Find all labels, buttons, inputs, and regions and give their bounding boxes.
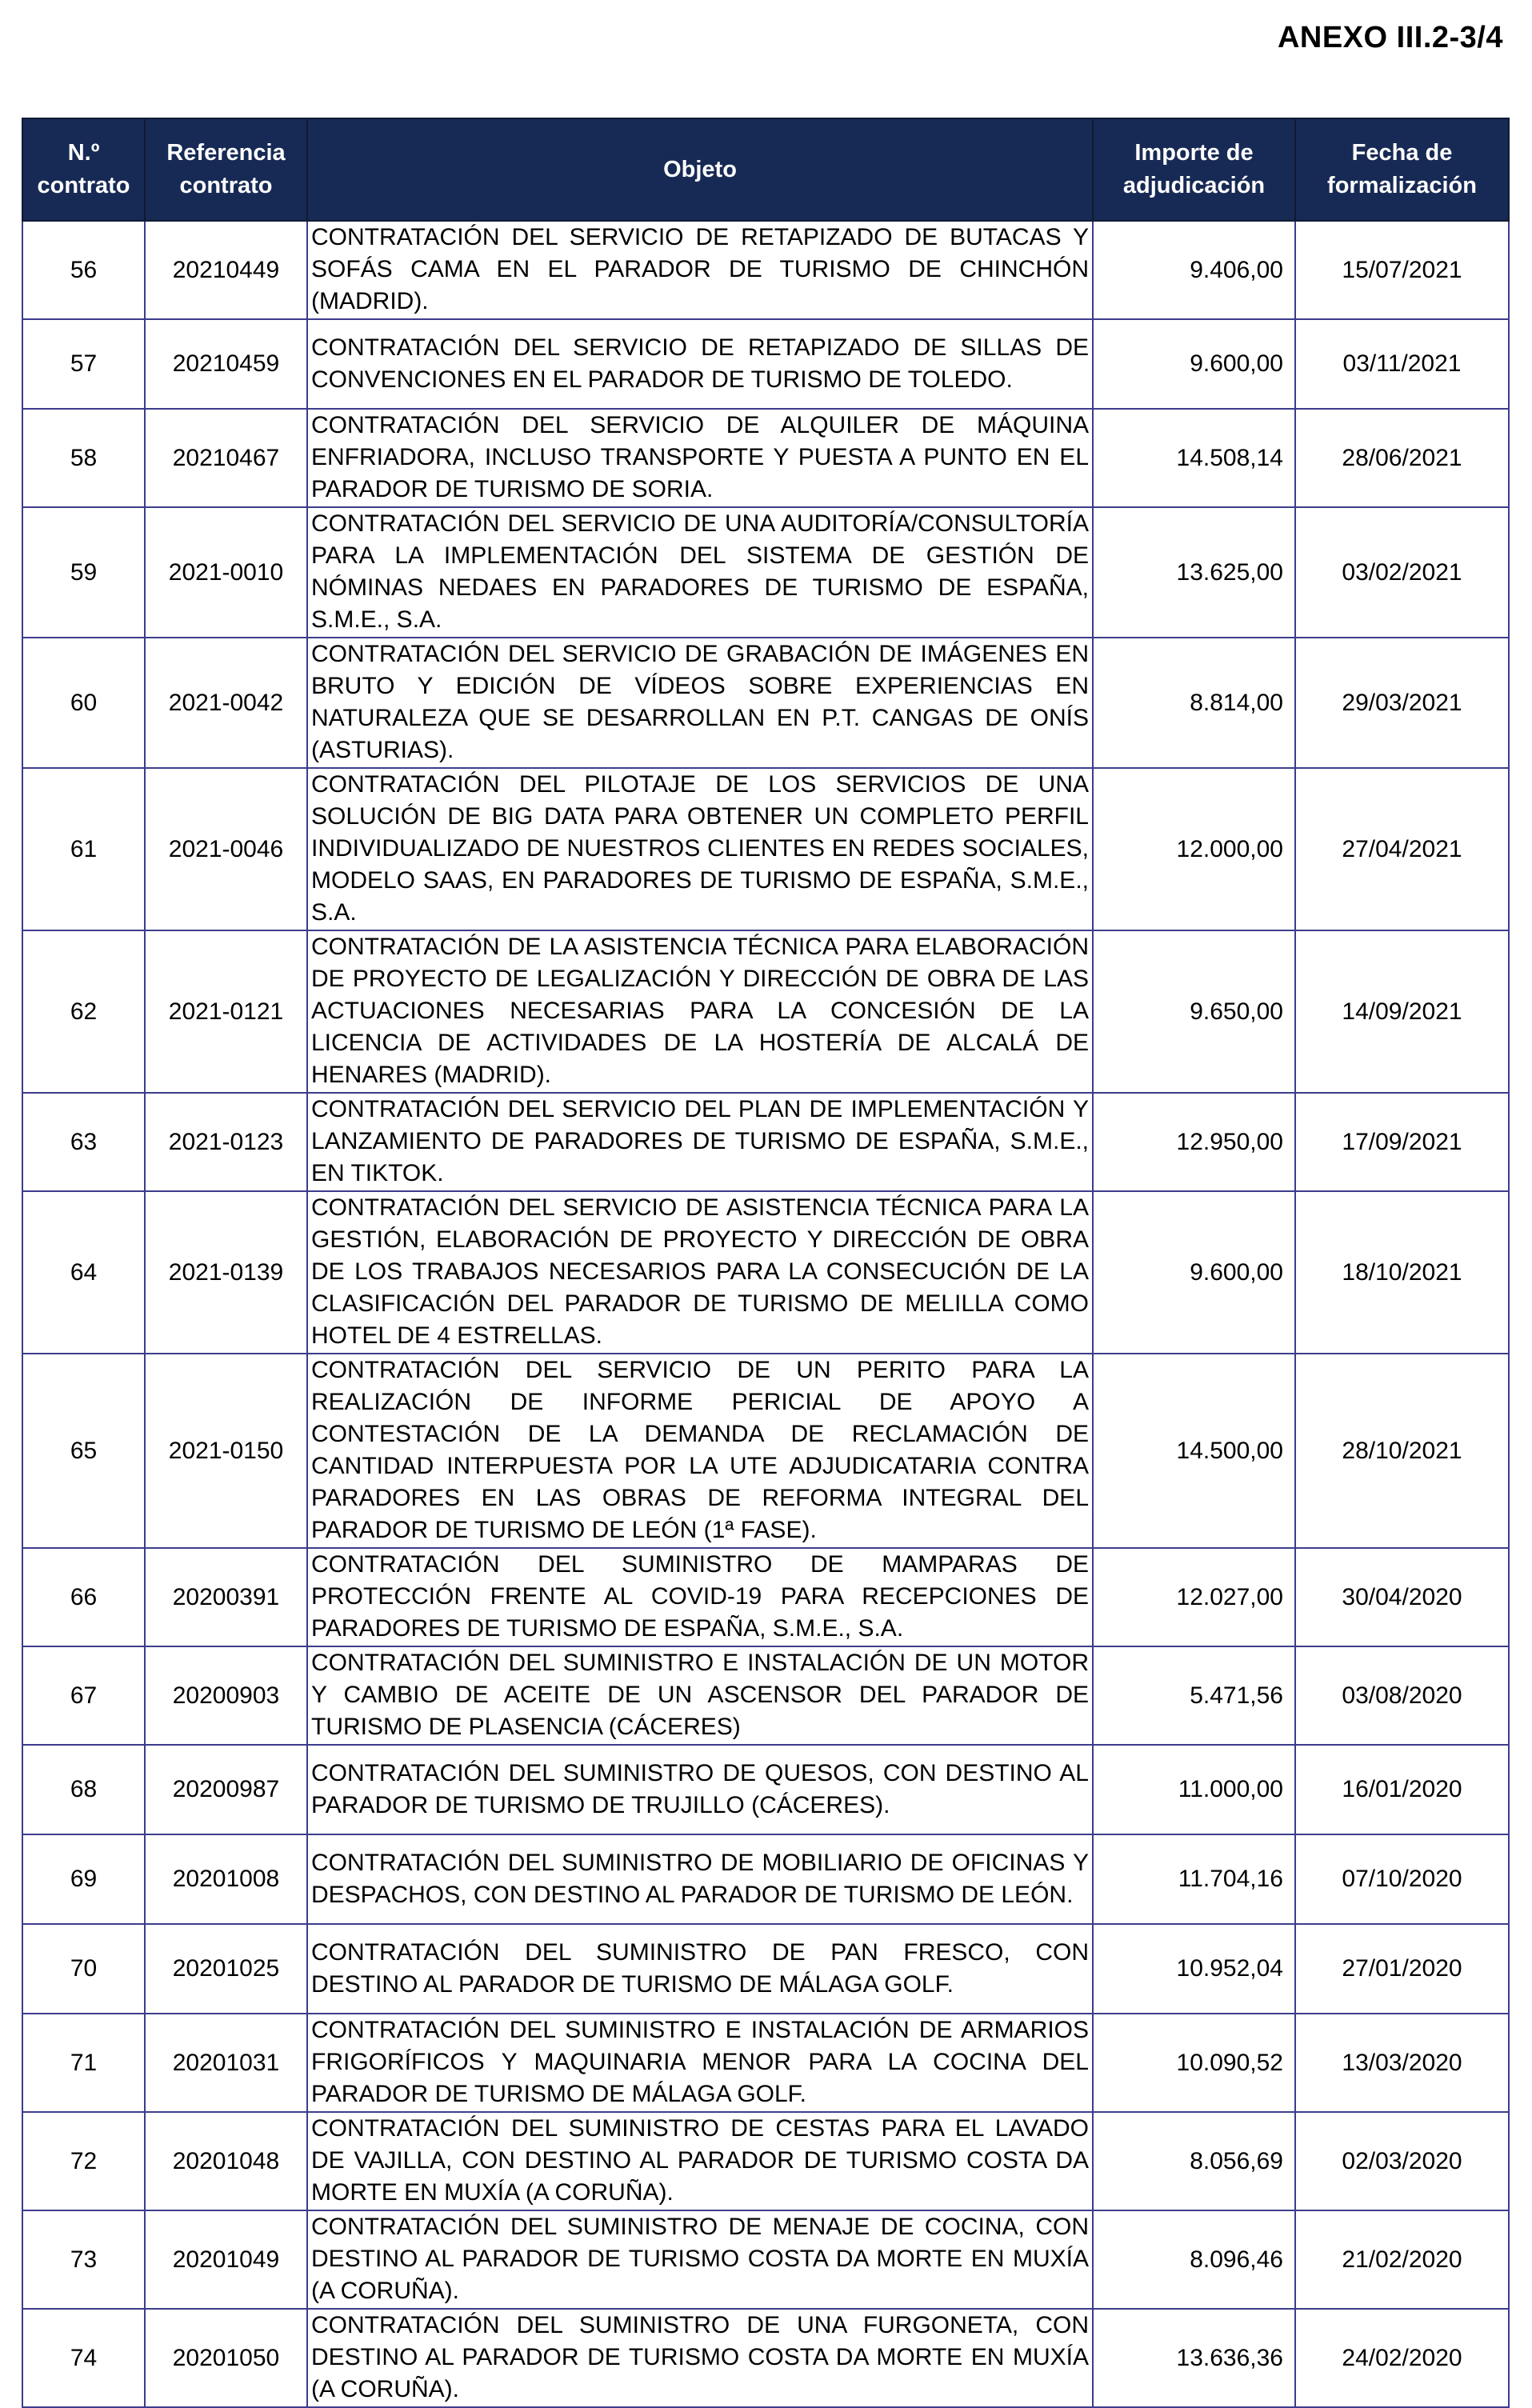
header-obj: Objeto (307, 118, 1093, 221)
contract-object: CONTRATACIÓN DEL SUMINISTRO DE MOBILIARIO DE OFICINAS Y DESPACHOS, CON DESTINO AL PARADOR DE TURISMO DE LEÓN. (307, 1834, 1093, 1924)
formalization-date: 27/01/2020 (1295, 1924, 1509, 2014)
award-amount: 12.027,00 (1093, 1548, 1295, 1646)
contract-number: 71 (22, 2014, 145, 2112)
award-amount: 14.500,00 (1093, 1354, 1295, 1548)
contract-reference: 20200391 (145, 1548, 307, 1646)
contract-object: CONTRATACIÓN DEL SERVICIO DE GRABACIÓN DE IMÁGENES EN BRUTO Y EDICIÓN DE VÍDEOS SOBRE EXPERIENCIAS EN NATURALEZA QUE SE DESARROLLAN EN P.T. CANGAS DE ONÍS (ASTURIAS). (307, 638, 1093, 768)
contract-number: 63 (22, 1093, 145, 1191)
contract-reference: 2021-0046 (145, 768, 307, 930)
contract-reference: 20201050 (145, 2309, 307, 2407)
table-row (22, 638, 1509, 768)
table-row (22, 1093, 1509, 1191)
award-amount: 9.600,00 (1093, 1191, 1295, 1354)
table-row (22, 1548, 1509, 1646)
contract-reference: 20201031 (145, 2014, 307, 2112)
award-amount: 11.000,00 (1093, 1745, 1295, 1834)
contract-number: 74 (22, 2309, 145, 2407)
contract-number: 72 (22, 2112, 145, 2210)
header-num: N.º contrato (22, 118, 145, 221)
formalization-date: 03/02/2021 (1295, 507, 1509, 638)
contract-object: CONTRATACIÓN DEL SUMINISTRO E INSTALACIÓN DE ARMARIOS FRIGORÍFICOS Y MAQUINARIA MENOR PARA LA COCINA DEL PARADOR DE TURISMO DE MÁLAGA GOLF. (307, 2014, 1093, 2112)
contract-number: 68 (22, 1745, 145, 1834)
contract-number: 59 (22, 507, 145, 638)
contract-number: 73 (22, 2210, 145, 2309)
contract-object: CONTRATACIÓN DEL PILOTAJE DE LOS SERVICIOS DE UNA SOLUCIÓN DE BIG DATA PARA OBTENER UN COMPLETO PERFIL INDIVIDUALIZADO DE NUESTROS CLIENTES EN REDES SOCIALES, MODELO SAAS, EN PARADORES DE TURISMO DE ESPAÑA, S.M.E., S.A. (307, 768, 1093, 930)
table-row (22, 1745, 1509, 1834)
formalization-date: 02/03/2020 (1295, 2112, 1509, 2210)
header-ref: Referencia contrato (145, 118, 307, 221)
formalization-date: 21/02/2020 (1295, 2210, 1509, 2309)
award-amount: 8.056,69 (1093, 2112, 1295, 2210)
award-amount: 8.096,46 (1093, 2210, 1295, 2309)
table-row (22, 1924, 1509, 2014)
contract-object: CONTRATACIÓN DEL SUMINISTRO DE CESTAS PARA EL LAVADO DE VAJILLA, CON DESTINO AL PARADOR DE TURISMO COSTA DA MORTE EN MUXÍA (A CORUÑA). (307, 2112, 1093, 2210)
table-row (22, 930, 1509, 1093)
contract-number: 61 (22, 768, 145, 930)
table-row (22, 2014, 1509, 2112)
award-amount: 13.636,36 (1093, 2309, 1295, 2407)
contract-number: 66 (22, 1548, 145, 1646)
contract-reference: 20201048 (145, 2112, 307, 2210)
formalization-date: 15/07/2021 (1295, 221, 1509, 319)
contract-reference: 2021-0010 (145, 507, 307, 638)
table-row (22, 1834, 1509, 1924)
contract-object: CONTRATACIÓN DEL SERVICIO DEL PLAN DE IMPLEMENTACIÓN Y LANZAMIENTO DE PARADORES DE TURISMO DE ESPAÑA, S.M.E., EN TIKTOK. (307, 1093, 1093, 1191)
contract-object: CONTRATACIÓN DEL SUMINISTRO DE PAN FRESCO, CON DESTINO AL PARADOR DE TURISMO DE MÁLAGA GOLF. (307, 1924, 1093, 2014)
award-amount: 9.406,00 (1093, 221, 1295, 319)
contract-number: 62 (22, 930, 145, 1093)
table-row (22, 1354, 1509, 1548)
contract-reference: 2021-0121 (145, 930, 307, 1093)
contract-object: CONTRATACIÓN DEL SERVICIO DE ALQUILER DE MÁQUINA ENFRIADORA, INCLUSO TRANSPORTE Y PUESTA A PUNTO EN EL PARADOR DE TURISMO DE SORIA. (307, 409, 1093, 507)
formalization-date: 27/04/2021 (1295, 768, 1509, 930)
contract-object: CONTRATACIÓN DEL SERVICIO DE ASISTENCIA TÉCNICA PARA LA GESTIÓN, ELABORACIÓN DE PROYECTO Y DIRECCIÓN DE OBRA DE LOS TRABAJOS NECESARIOS PARA LA CONSECUCIÓN DE LA CLASIFICACIÓN DEL PARADOR DE TURISMO DE MELILLA COMO HOTEL DE 4 ESTRELLAS. (307, 1191, 1093, 1354)
contract-object: CONTRATACIÓN DEL SERVICIO DE UNA AUDITORÍA/CONSULTORÍA PARA LA IMPLEMENTACIÓN DEL SISTEMA DE GESTIÓN DE NÓMINAS NEDAES EN PARADORES DE TURISMO DE ESPAÑA, S.M.E., S.A. (307, 507, 1093, 638)
table-row (22, 409, 1509, 507)
contract-number: 60 (22, 638, 145, 768)
table-row (22, 507, 1509, 638)
contract-reference: 2021-0139 (145, 1191, 307, 1354)
table-row (22, 2309, 1509, 2407)
contract-object: CONTRATACIÓN DEL SERVICIO DE RETAPIZADO DE BUTACAS Y SOFÁS CAMA EN EL PARADOR DE TURISMO DE CHINCHÓN (MADRID). (307, 221, 1093, 319)
contract-number: 65 (22, 1354, 145, 1548)
contract-reference: 20201025 (145, 1924, 307, 2014)
award-amount: 5.471,56 (1093, 1646, 1295, 1745)
formalization-date: 28/06/2021 (1295, 409, 1509, 507)
formalization-date: 07/10/2020 (1295, 1834, 1509, 1924)
contract-object: CONTRATACIÓN DEL SUMINISTRO E INSTALACIÓN DE UN MOTOR Y CAMBIO DE ACEITE DE UN ASCENSOR DEL PARADOR DE TURISMO DE PLASENCIA (CÁCERES) (307, 1646, 1093, 1745)
contract-number: 70 (22, 1924, 145, 2014)
formalization-date: 14/09/2021 (1295, 930, 1509, 1093)
formalization-date: 18/10/2021 (1295, 1191, 1509, 1354)
award-amount: 9.650,00 (1093, 930, 1295, 1093)
award-amount: 12.950,00 (1093, 1093, 1295, 1191)
formalization-date: 24/02/2020 (1295, 2309, 1509, 2407)
table-header (22, 118, 1509, 221)
contract-object: CONTRATACIÓN DEL SERVICIO DE RETAPIZADO DE SILLAS DE CONVENCIONES EN EL PARADOR DE TURISMO DE TOLEDO. (307, 319, 1093, 409)
award-amount: 11.704,16 (1093, 1834, 1295, 1924)
formalization-date: 29/03/2021 (1295, 638, 1509, 768)
contract-reference: 20210467 (145, 409, 307, 507)
formalization-date: 17/09/2021 (1295, 1093, 1509, 1191)
contract-object: CONTRATACIÓN DE LA ASISTENCIA TÉCNICA PARA ELABORACIÓN DE PROYECTO DE LEGALIZACIÓN Y DIRECCIÓN DE OBRA DE LAS ACTUACIONES NECESARIAS PARA LA CONCESIÓN DE LA LICENCIA DE ACTIVIDADES DE LA HOSTERÍA DE ALCALÁ DE HENARES (MADRID). (307, 930, 1093, 1093)
contract-number: 57 (22, 319, 145, 409)
contract-reference: 20200903 (145, 1646, 307, 1745)
contract-number: 64 (22, 1191, 145, 1354)
formalization-date: 16/01/2020 (1295, 1745, 1509, 1834)
table-row (22, 1191, 1509, 1354)
contract-object: CONTRATACIÓN DEL SUMINISTRO DE QUESOS, CON DESTINO AL PARADOR DE TURISMO DE TRUJILLO (CÁCERES). (307, 1745, 1093, 1834)
table-row (22, 319, 1509, 409)
contract-number: 58 (22, 409, 145, 507)
annex-label: ANEXO III.2-3/4 (1277, 21, 1503, 54)
table-body (22, 221, 1509, 2407)
table-row (22, 2112, 1509, 2210)
header-date: Fecha de formalización (1295, 118, 1509, 221)
contract-object: CONTRATACIÓN DEL SERVICIO DE UN PERITO PARA LA REALIZACIÓN DE INFORME PERICIAL DE APOYO A CONTESTACIÓN DE LA DEMANDA DE RECLAMACIÓN DE CANTIDAD INTERPUESTA POR LA UTE ADJUDICATARIA CONTRA PARADORES EN LAS OBRAS DE REFORMA INTEGRAL DEL PARADOR DE TURISMO DE LEÓN (1ª FASE). (307, 1354, 1093, 1548)
award-amount: 14.508,14 (1093, 409, 1295, 507)
award-amount: 13.625,00 (1093, 507, 1295, 638)
contract-object: CONTRATACIÓN DEL SUMINISTRO DE UNA FURGONETA, CON DESTINO AL PARADOR DE TURISMO COSTA DA MORTE EN MUXÍA (A CORUÑA). (307, 2309, 1093, 2407)
contract-reference: 20201049 (145, 2210, 307, 2309)
contract-object: CONTRATACIÓN DEL SUMINISTRO DE MENAJE DE COCINA, CON DESTINO AL PARADOR DE TURISMO COSTA DA MORTE EN MUXÍA (A CORUÑA). (307, 2210, 1093, 2309)
formalization-date: 03/08/2020 (1295, 1646, 1509, 1745)
award-amount: 9.600,00 (1093, 319, 1295, 409)
award-amount: 10.090,52 (1093, 2014, 1295, 2112)
table-row (22, 221, 1509, 319)
formalization-date: 13/03/2020 (1295, 2014, 1509, 2112)
formalization-date: 03/11/2021 (1295, 319, 1509, 409)
award-amount: 12.000,00 (1093, 768, 1295, 930)
header-amount: Importe de adjudicación (1093, 118, 1295, 221)
contracts-table (22, 118, 1510, 2408)
table-row (22, 768, 1509, 930)
table-row (22, 2210, 1509, 2309)
contract-reference: 2021-0042 (145, 638, 307, 768)
contract-reference: 20200987 (145, 1745, 307, 1834)
contract-number: 69 (22, 1834, 145, 1924)
award-amount: 10.952,04 (1093, 1924, 1295, 2014)
award-amount: 8.814,00 (1093, 638, 1295, 768)
contract-object: CONTRATACIÓN DEL SUMINISTRO DE MAMPARAS DE PROTECCIÓN FRENTE AL COVID-19 PARA RECEPCIONES DE PARADORES DE TURISMO DE ESPAÑA, S.M.E., S.A. (307, 1548, 1093, 1646)
formalization-date: 28/10/2021 (1295, 1354, 1509, 1548)
table-row (22, 1646, 1509, 1745)
contract-reference: 2021-0150 (145, 1354, 307, 1548)
contract-number: 56 (22, 221, 145, 319)
contract-reference: 20210459 (145, 319, 307, 409)
contract-reference: 2021-0123 (145, 1093, 307, 1191)
contract-number: 67 (22, 1646, 145, 1745)
formalization-date: 30/04/2020 (1295, 1548, 1509, 1646)
contract-reference: 20210449 (145, 221, 307, 319)
contract-reference: 20201008 (145, 1834, 307, 1924)
